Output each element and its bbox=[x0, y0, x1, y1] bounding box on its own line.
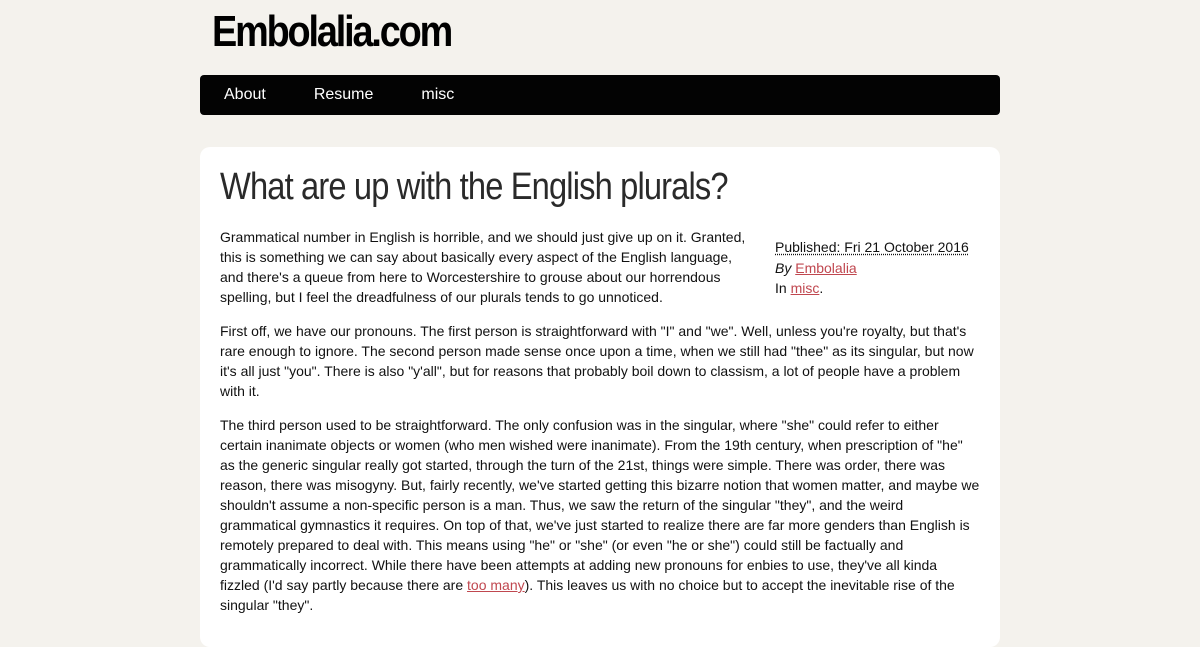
author-link[interactable]: Embolalia bbox=[795, 259, 857, 276]
by-label: By bbox=[775, 259, 792, 276]
article-meta bbox=[775, 237, 980, 299]
author-line bbox=[775, 258, 980, 279]
published-date-text: Published: Fri 21 October 2016 bbox=[775, 239, 969, 255]
published-date bbox=[775, 237, 980, 258]
paragraph-3-text-before: The third person used to be straightforward. The only confusion was in the singular, where "she" could refer to either certain inanimate objects or women (who men wished were inanimate). From the 19th century, when prescription of "he" as the generic singular really got started, through the turn of the 21st, things were simple. There was order, there was reason, there was misogyny. But, fairly recently, we've started getting this bizarre notion that women matter, and maybe we shouldn't assume a non-specific person is a man. Thus, we saw the return of the singular "they", and the weird grammatical gymnastics it requires. On top of that, we've just started to realize there are far more genders than English is remotely prepared to deal with. This means using "he" or "she" (or even "he or she") could still be factually and grammatically incorrect. While there have been attempts at adding new pronouns for enbies to use, they've all kinda fizzled (I'd say partly because there are bbox=[220, 417, 980, 593]
paragraph-2: First off, we have our pronouns. The first person is straightforward with "I" and "we". Well, unless you're royalty, but that's rare enough to ignore. The second person made sense once upon a time, when we still had "thee" as its singular, but now it's all just "you". There is also "y'all", but for reasons that probably boil down to classism, a lot of people have a problem with it. bbox=[220, 323, 974, 399]
article-card bbox=[200, 147, 1000, 647]
category-link[interactable]: misc bbox=[790, 280, 820, 296]
article-title[interactable]: What are up with the English plurals? bbox=[220, 166, 728, 208]
nav-item-resume[interactable]: Resume bbox=[313, 86, 374, 103]
main-nav bbox=[200, 75, 1000, 115]
in-label: In bbox=[775, 280, 787, 296]
too-many-link[interactable]: too many bbox=[467, 577, 525, 593]
category-line bbox=[775, 278, 980, 299]
paragraph-1: Grammatical number in English is horrible, and we should just give up on it. Granted, this is something we can say about basically every aspect of the English language, and there's a queue from here to Worcestershire to grouse about our horrendous spelling, but I feel the dreadfulness of our plurals tends to go unnoticed. bbox=[220, 229, 746, 305]
nav-item-about[interactable]: About bbox=[224, 86, 266, 103]
article-body bbox=[220, 227, 980, 629]
category-suffix: . bbox=[819, 280, 824, 296]
site-title[interactable]: Embolalia.com bbox=[212, 7, 452, 56]
paragraph-3 bbox=[220, 415, 980, 615]
nav-item-misc[interactable]: misc bbox=[421, 86, 455, 103]
paragraph-3-text-after: ). This leaves us with no choice but to accept the inevitable rise of the singular "they". bbox=[220, 577, 955, 613]
